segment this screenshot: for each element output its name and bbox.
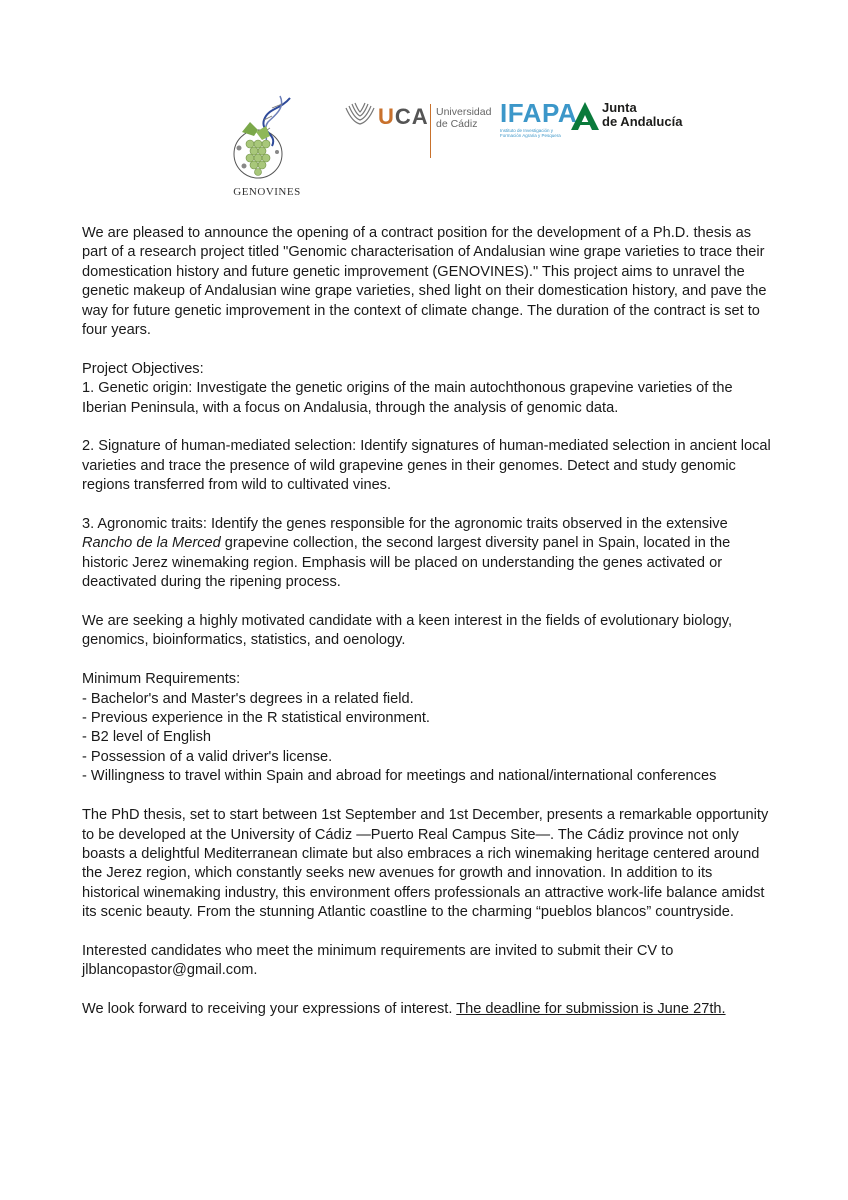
thesis-paragraph: The PhD thesis, set to start between 1st September and 1st December, presents a remarkable opportunity to be developed at the University of Cádiz —Puerto Real Campus Site—. The Cádiz province not only boasts a delightful Mediterranean climate but also embraces a rich winemaking heritage centered around the Jerez region, which constantly seeks new avenues for growth and innovation. In addition to its historical winemaking industry, this environment offers professionals an attractive work-life balance amidst its scenic beauty. From the stunning Atlantic coastline to the charming “pueblos blancos” countryside. xyxy=(82,807,769,921)
announcement-body xyxy=(82,224,772,1039)
requirement-item: - Previous experience in the R statistical environment. xyxy=(82,710,430,727)
uca-emblem-icon xyxy=(342,98,378,128)
requirement-item: - Bachelor's and Master's degrees in a related field. xyxy=(82,690,414,707)
genovines-logo-text: GENOVINES xyxy=(233,186,301,198)
uca-ca-letters: CA xyxy=(394,104,429,129)
requirement-item: - Willingness to travel within Spain and abroad for meetings and national/international conferences xyxy=(82,768,717,785)
uca-subtitle xyxy=(436,106,491,130)
objective-3-end: grapevine collection, the second largest diversity panel in Spain, located in the historic Jerez winemaking region. Emphasis will be placed on understanding the genes activated or deactivated during the ripening process. xyxy=(82,535,731,591)
requirements-heading: Minimum Requirements: xyxy=(82,671,241,688)
requirement-item: - B2 level of English xyxy=(82,729,211,746)
ifapa-subtitle: Instituto de Investigación y Formación Agraria y Pesquera xyxy=(500,128,561,138)
objectives-heading: Project Objectives: xyxy=(82,360,204,377)
objective-1: 1. Genetic origin: Investigate the genetic origins of the main autochthonous grapevine varieties of the Iberian Peninsula, with a focus on Andalusia, through the analysis of genomic data. xyxy=(82,380,733,416)
requirement-item: - Possession of a valid driver's license. xyxy=(82,748,333,765)
uca-subtitle-line2: de Cádiz xyxy=(436,118,478,130)
closing-paragraph xyxy=(82,1000,772,1019)
uca-subtitle-line1: Universidad xyxy=(436,106,492,118)
uca-divider xyxy=(430,104,431,158)
closing-text: We look forward to receiving your expressions of interest. xyxy=(82,1001,457,1018)
deadline-text: The deadline for submission is June 27th. xyxy=(456,1001,726,1018)
junta-logo-text xyxy=(602,101,682,129)
apply-paragraph: Interested candidates who meet the minimum requirements are invited to submit their CV to jlblancopastor@gmail.com. xyxy=(82,942,674,979)
objective-3 xyxy=(82,515,772,593)
ifapa-logo-text: IFAPA xyxy=(500,98,578,128)
objective-2: 2. Signature of human-mediated selection: Identify signatures of human-mediated selection in ancient local varieties and trace the presence of wild grapevine genes in their genomes. Detect and study genomic regions transferred from wild to cultivated vines. xyxy=(82,438,771,494)
intro-paragraph: We are pleased to announce the opening of a contract position for the development of a Ph.D. thesis as part of a research project titled "Genomic characterisation of Andalusian wine grape varieties to trace their domestication history and future genetic improvement (GENOVINES)." This project aims to unravel the genetic makeup of Andalusian wine grape varieties, shed light on their domestication history, and pave the way for future genetic improvement in the context of climate change. The duration of the contract is set to four years. xyxy=(82,225,767,339)
uca-logo-text xyxy=(378,104,429,130)
objective-3-start: 3. Agronomic traits: Identify the genes responsible for the agronomic traits observed in the extensive xyxy=(82,516,728,533)
junta-emblem-icon xyxy=(569,100,601,132)
seeking-paragraph: We are seeking a highly motivated candidate with a keen interest in the fields of evolutionary biology, genomics, bioinformatics, statistics, and oenology. xyxy=(82,613,733,649)
uca-u-letter: U xyxy=(378,104,395,129)
junta-line1: Junta xyxy=(602,100,637,115)
junta-line2: de Andalucía xyxy=(602,114,683,129)
rancho-de-la-merced: Rancho de la Merced xyxy=(82,535,221,552)
